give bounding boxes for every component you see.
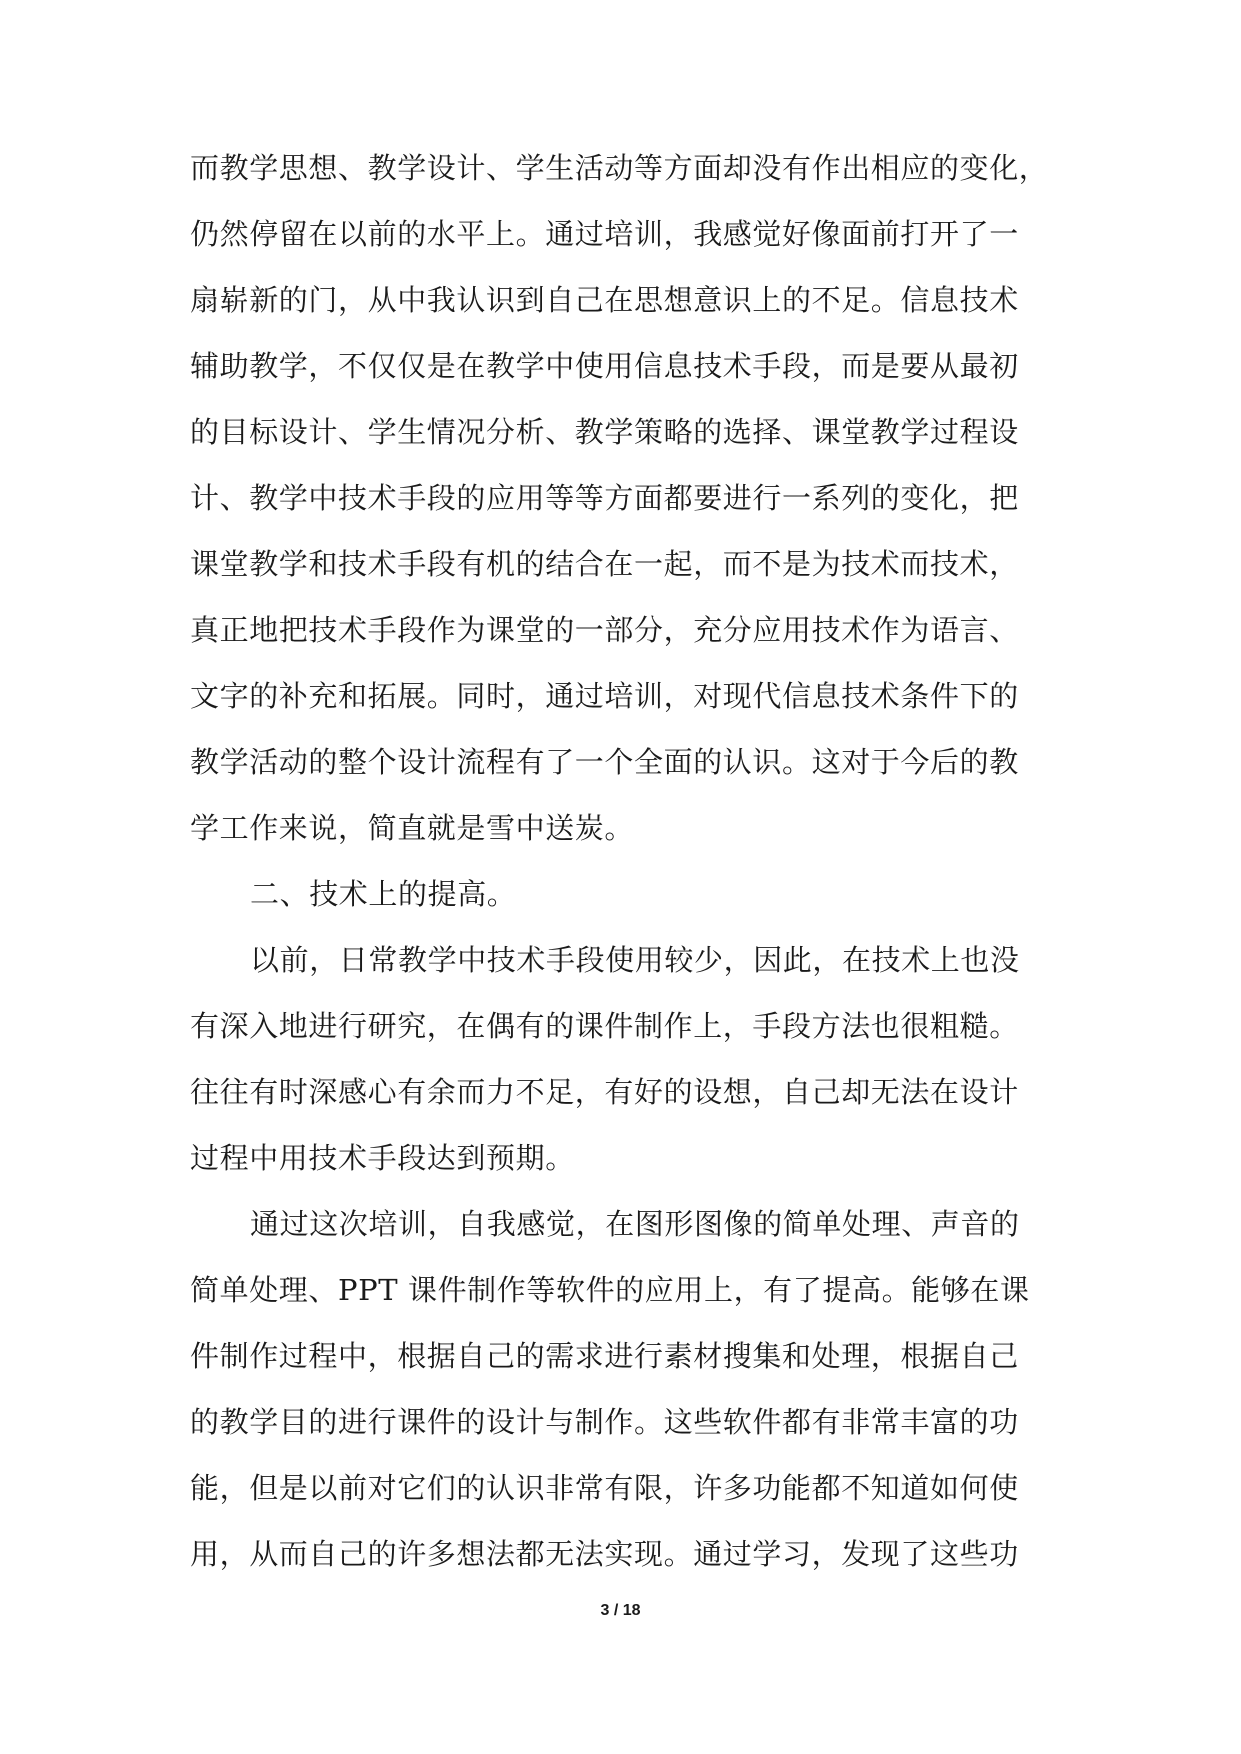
text-line: 而教学思想、教学设计、学生活动等方面却没有作出相应的变化，: [190, 151, 1049, 185]
page-number: 3 / 18: [600, 1602, 641, 1619]
text-line: 有深入地进行研究，在偶有的课件制作上，手段方法也很粗糙。: [190, 1009, 1019, 1043]
section-heading: 二、技术上的提高。: [250, 877, 517, 911]
text-line: 计、教学中技术手段的应用等等方面都要进行一系列的变化，把: [190, 481, 1019, 515]
text-line: 过程中用技术手段达到预期。: [190, 1141, 575, 1175]
text-line: 仍然停留在以前的水平上。通过培训，我感觉好像面前打开了一: [190, 217, 1019, 251]
text-line: 的教学目的进行课件的设计与制作。这些软件都有非常丰富的功: [190, 1405, 1019, 1439]
text-line: 以前，日常教学中技术手段使用较少，因此，在技术上也没: [250, 943, 1020, 977]
text-line: 往往有时深感心有余而力不足，有好的设想，自己却无法在设计: [190, 1075, 1019, 1109]
text-line: 文字的补充和拓展。同时，通过培训，对现代信息技术条件下的: [190, 679, 1019, 713]
text-line: 扇崭新的门，从中我认识到自己在思想意识上的不足。信息技术: [190, 283, 1019, 317]
text-line: 课堂教学和技术手段有机的结合在一起，而不是为技术而技术，: [190, 547, 1019, 581]
text-line: 教学活动的整个设计流程有了一个全面的认识。这对于今后的教: [190, 745, 1019, 779]
text-line: 通过这次培训，自我感觉，在图形图像的简单处理、声音的: [250, 1207, 1020, 1241]
text-line: 学工作来说，简直就是雪中送炭。: [190, 811, 635, 845]
text-line: 用，从而自己的许多想法都无法实现。通过学习，发现了这些功: [190, 1537, 1019, 1571]
text-line: 的目标设计、学生情况分析、教学策略的选择、课堂教学过程设: [190, 415, 1019, 449]
text-line: 辅助教学，不仅仅是在教学中使用信息技术手段，而是要从最初: [190, 349, 1019, 383]
text-line: 简单处理、PPT 课件制作等软件的应用上，有了提高。能够在课: [190, 1273, 1030, 1307]
text-line: 能，但是以前对它们的认识非常有限，许多功能都不知道如何使: [190, 1471, 1019, 1505]
text-line: 真正地把技术手段作为课堂的一部分，充分应用技术作为语言、: [190, 613, 1019, 647]
text-line: 件制作过程中，根据自己的需求进行素材搜集和处理，根据自己: [190, 1339, 1019, 1373]
